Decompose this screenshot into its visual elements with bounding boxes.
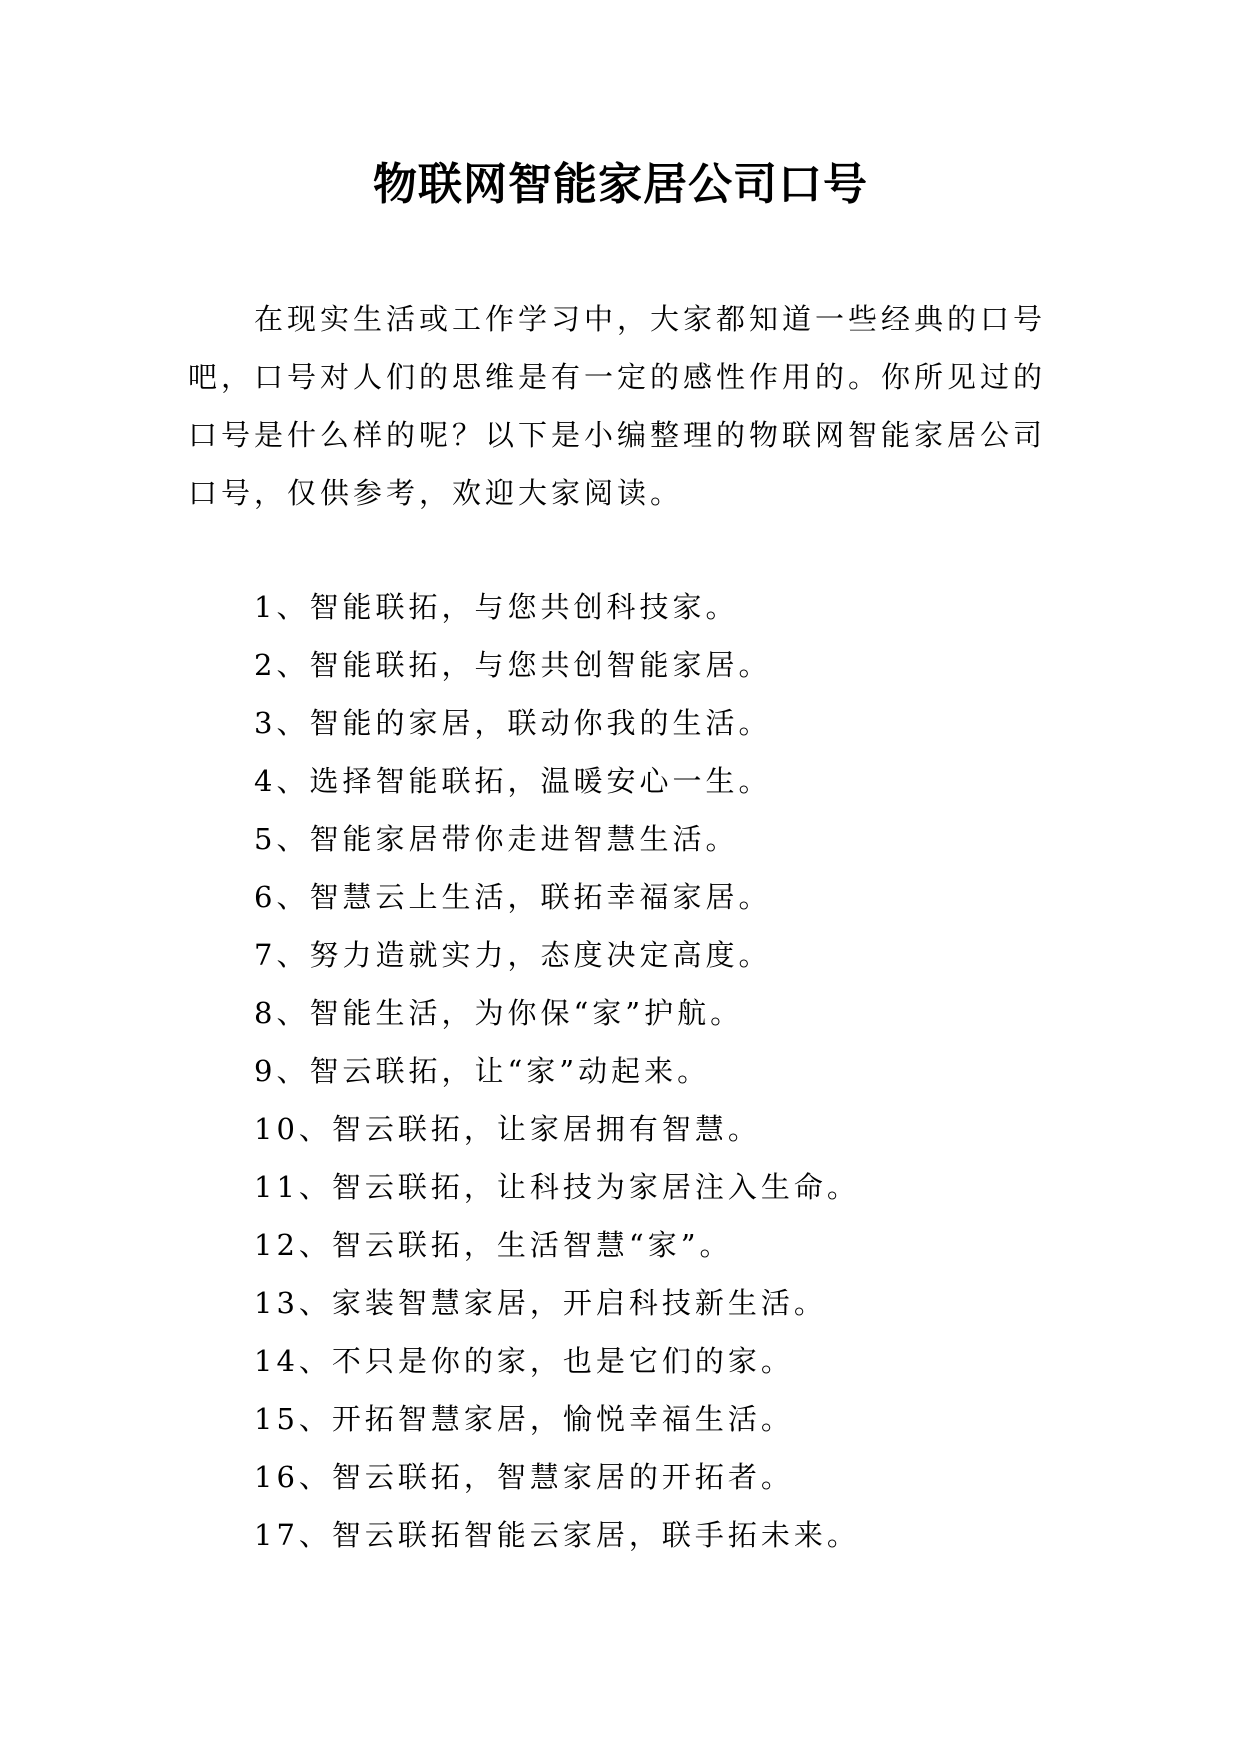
slogan-item: 12、智云联拓，生活智慧“家”。 [254,1228,733,1262]
slogan-item: 11、智云联拓，让科技为家居注入生命。 [254,1170,860,1204]
intro-paragraph: 在现实生活或工作学习中，大家都知道一些经典的口号吧，口号对人们的思维是有一定的感性作用的。你所见过的口号是什么样的呢？以下是小编整理的物联网智能家居公司口号，仅供参考，欢迎大家阅读。 [188,302,1047,510]
slogan-item: 15、开拓智慧家居，愉悦幸福生活。 [254,1402,794,1436]
slogan-item: 8、智能生活，为你保“家”护航。 [254,996,744,1030]
slogan-item: 1、智能联拓，与您共创科技家。 [254,590,739,624]
slogan-item: 3、智能的家居，联动你我的生活。 [254,706,772,740]
slogan-item: 10、智云联拓，让家居拥有智慧。 [254,1112,761,1146]
slogan-item: 16、智云联拓，智慧家居的开拓者。 [254,1460,794,1494]
slogan-item: 2、智能联拓，与您共创智能家居。 [254,648,772,682]
slogan-item: 6、智慧云上生活，联拓幸福家居。 [254,880,772,914]
slogan-item: 13、家装智慧家居，开启科技新生活。 [254,1286,827,1320]
slogan-item: 14、不只是你的家，也是它们的家。 [254,1344,794,1378]
slogan-item: 7、努力造就实力，态度决定高度。 [254,938,772,972]
slogan-item: 5、智能家居带你走进智慧生活。 [254,822,739,856]
slogan-item: 17、智云联拓智能云家居，联手拓未来。 [254,1518,860,1552]
slogan-item: 4、选择智能联拓，温暖安心一生。 [254,764,772,798]
slogan-list [254,578,1074,1564]
document-title: 物联网智能家居公司口号 [373,159,868,210]
slogan-item: 9、智云联拓，让“家”动起来。 [254,1054,711,1088]
